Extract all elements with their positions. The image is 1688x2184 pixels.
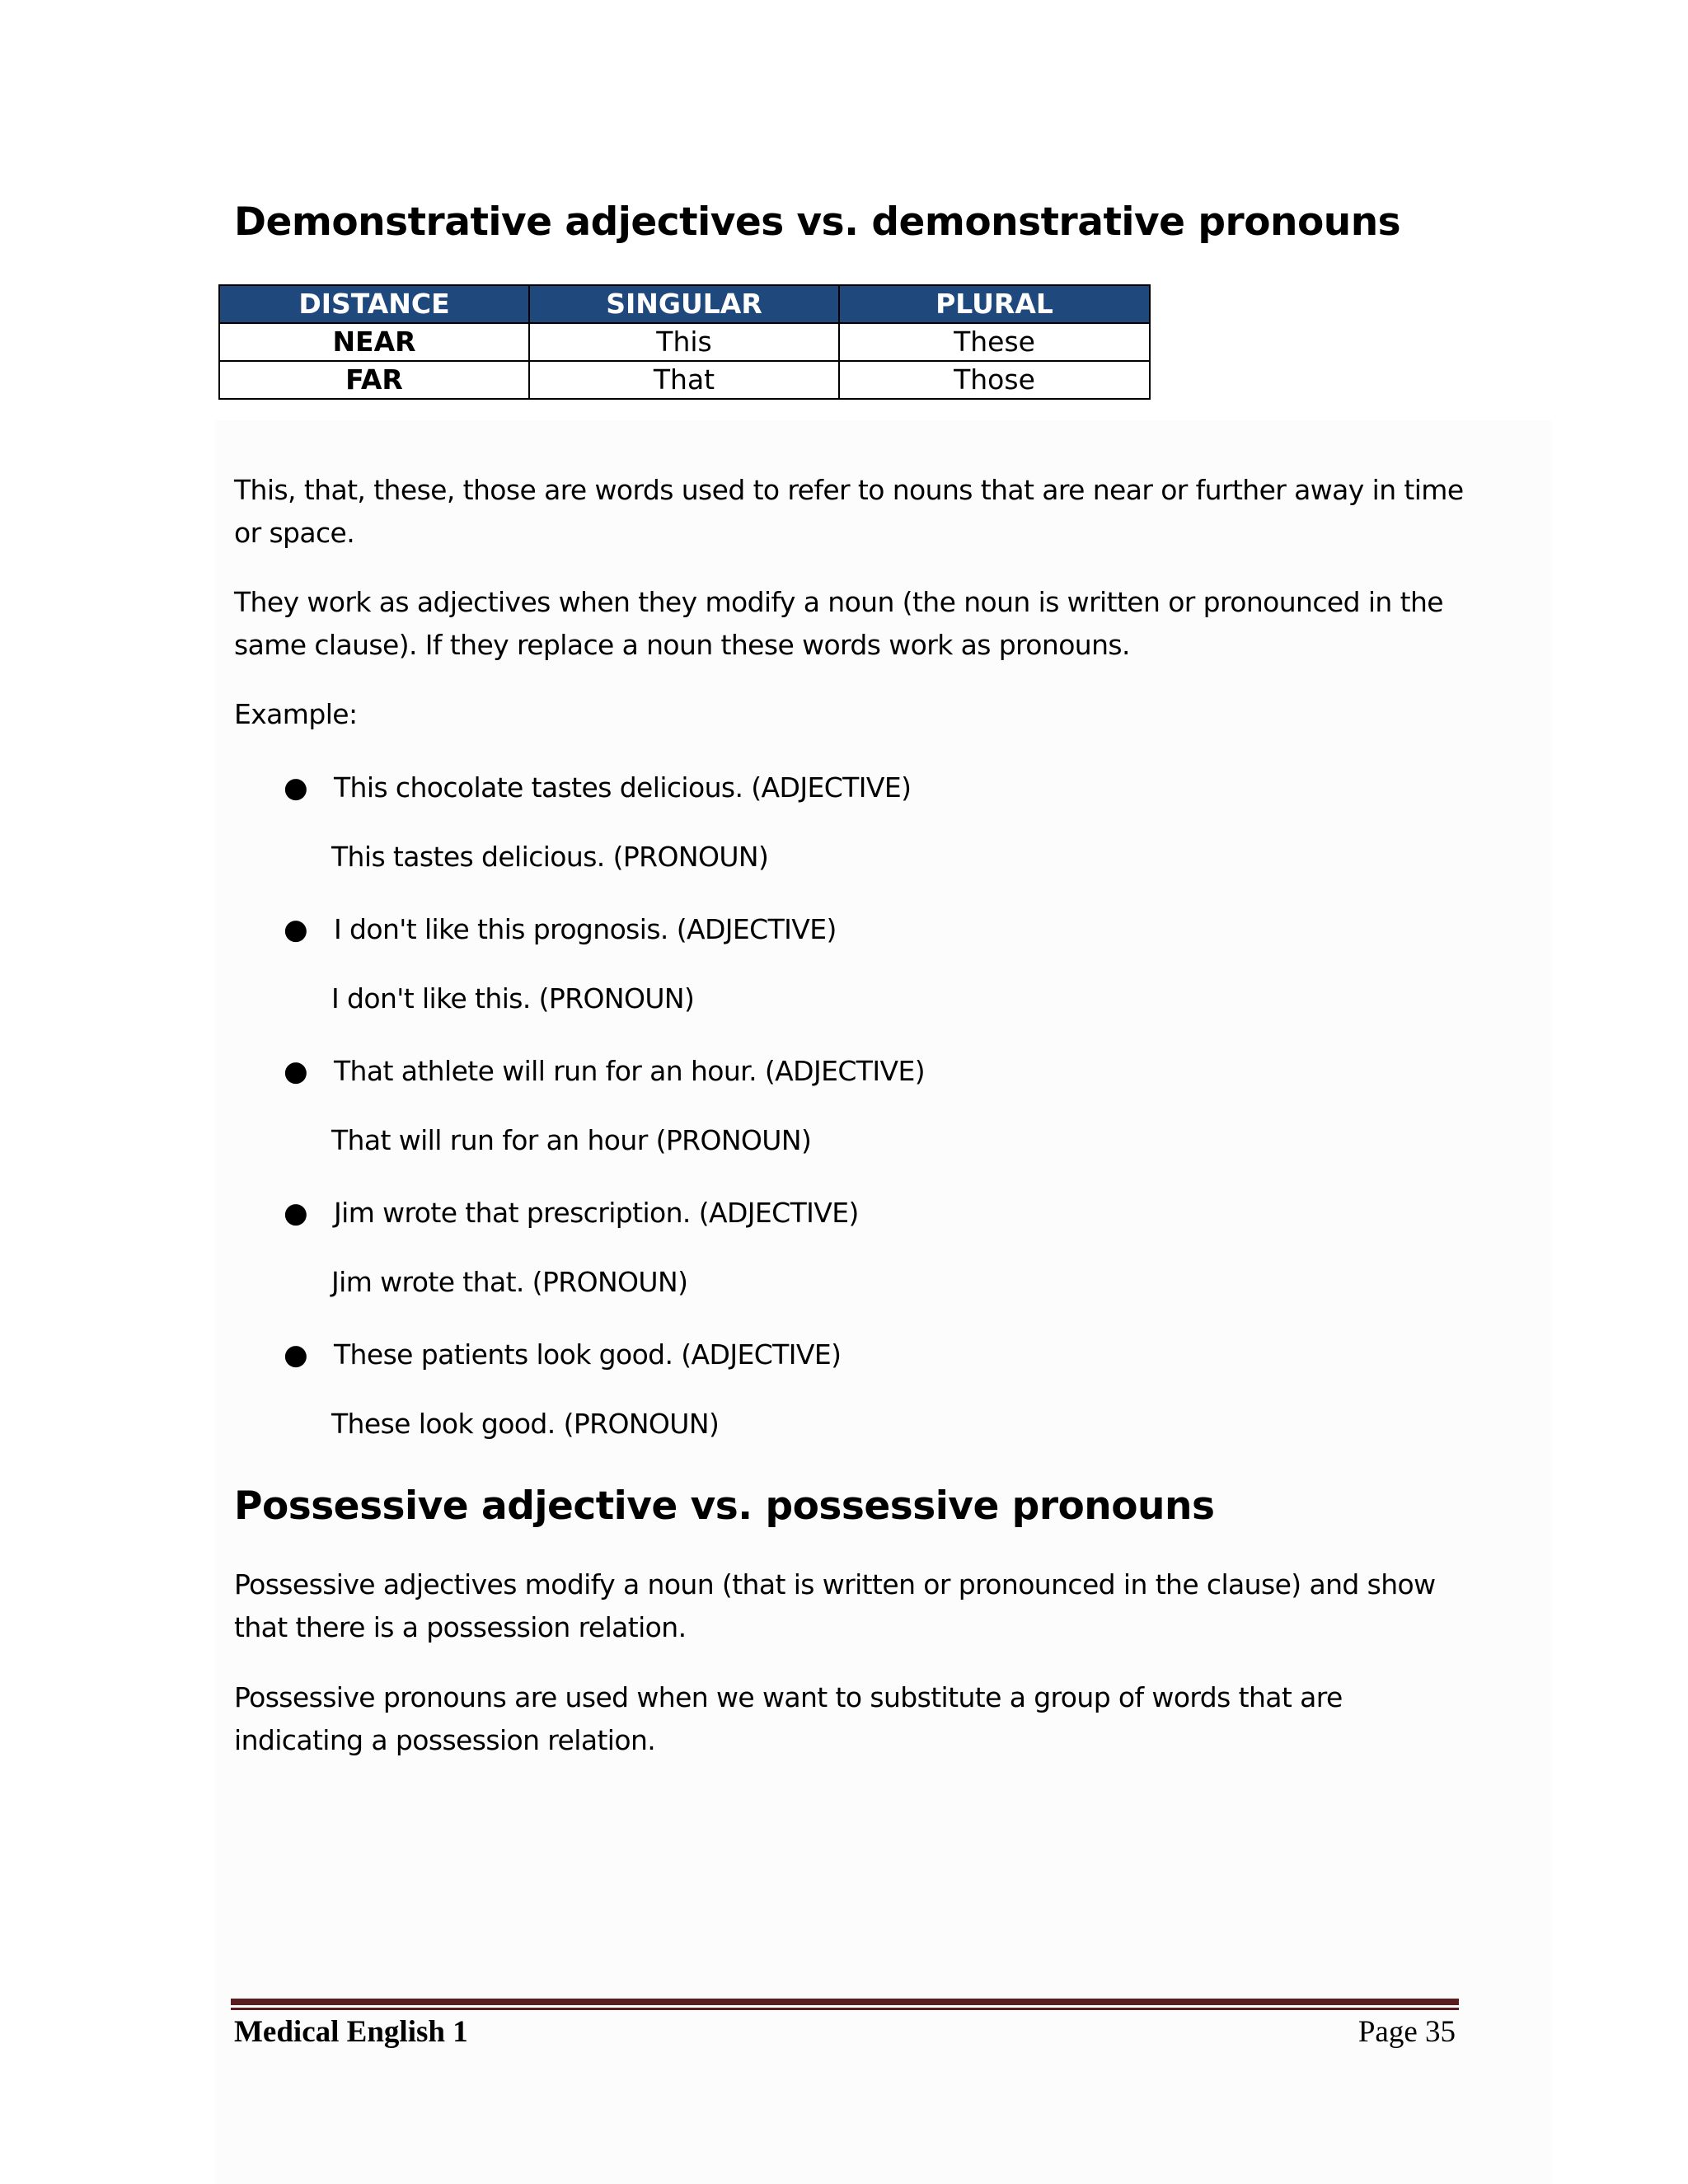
bullet-icon: ● [284,771,308,804]
example-pronoun: This tastes delicious. (PRONOUN) [331,841,769,873]
section-heading-possessive: Possessive adjective vs. possessive pronouns [234,1483,1215,1529]
table-header-cell: DISTANCE [219,285,529,323]
footer-divider-thin [231,2008,1459,2010]
example-adjective: These patients look good. (ADJECTIVE) [334,1338,842,1371]
example-pronoun: These look good. (PRONOUN) [331,1408,720,1440]
demonstrative-table [218,284,1151,400]
table-header-cell: SINGULAR [529,285,839,323]
paragraph: This, that, these, those are words used to refer to nouns that are near or further away in time or space. [234,474,1464,549]
table-cell: NEAR [219,323,529,361]
page-number: Page 35 [1357,2015,1456,2049]
example-adjective: I don't like this prognosis. (ADJECTIVE) [334,913,837,945]
paragraph: Possessive pronouns are used when we want to substitute a group of words that are indicating a possession relation. [234,1681,1343,1756]
paragraph: They work as adjectives when they modify a noun (the noun is written or pronounced in the same clause). If they replace a noun these words work as pronouns. [234,586,1443,661]
example-adjective: That athlete will run for an hour. (ADJECTIVE) [334,1055,925,1087]
bullet-icon: ● [284,1055,308,1088]
table-cell: That [529,361,839,399]
table-row [219,323,1150,361]
bullet-icon: ● [284,1338,308,1371]
footer-title: Medical English 1 [234,2015,468,2049]
bullet-icon: ● [284,913,308,946]
table-cell: Those [839,361,1150,399]
example-pronoun: Jim wrote that. (PRONOUN) [331,1266,688,1298]
example-pronoun: That will run for an hour (PRONOUN) [331,1124,812,1156]
example-adjective: Jim wrote that prescription. (ADJECTIVE) [334,1197,859,1229]
example-adjective: This chocolate tastes delicious. (ADJECTIVE) [334,771,912,804]
footer-divider [231,1999,1459,2005]
table-header-cell: PLURAL [839,285,1150,323]
page-background [216,420,1551,2184]
table-cell: This [529,323,839,361]
table-cell: FAR [219,361,529,399]
table-cell: These [839,323,1150,361]
table-row [219,361,1150,399]
table-header-row [219,285,1150,323]
paragraph: Possessive adjectives modify a noun (that is written or pronounced in the clause) and show that there is a possession relation. [234,1568,1436,1643]
bullet-icon: ● [284,1197,308,1230]
example-label: Example: [234,698,358,730]
example-pronoun: I don't like this. (PRONOUN) [331,982,695,1015]
section-heading-demonstrative: Demonstrative adjectives vs. demonstrative pronouns [234,199,1401,245]
